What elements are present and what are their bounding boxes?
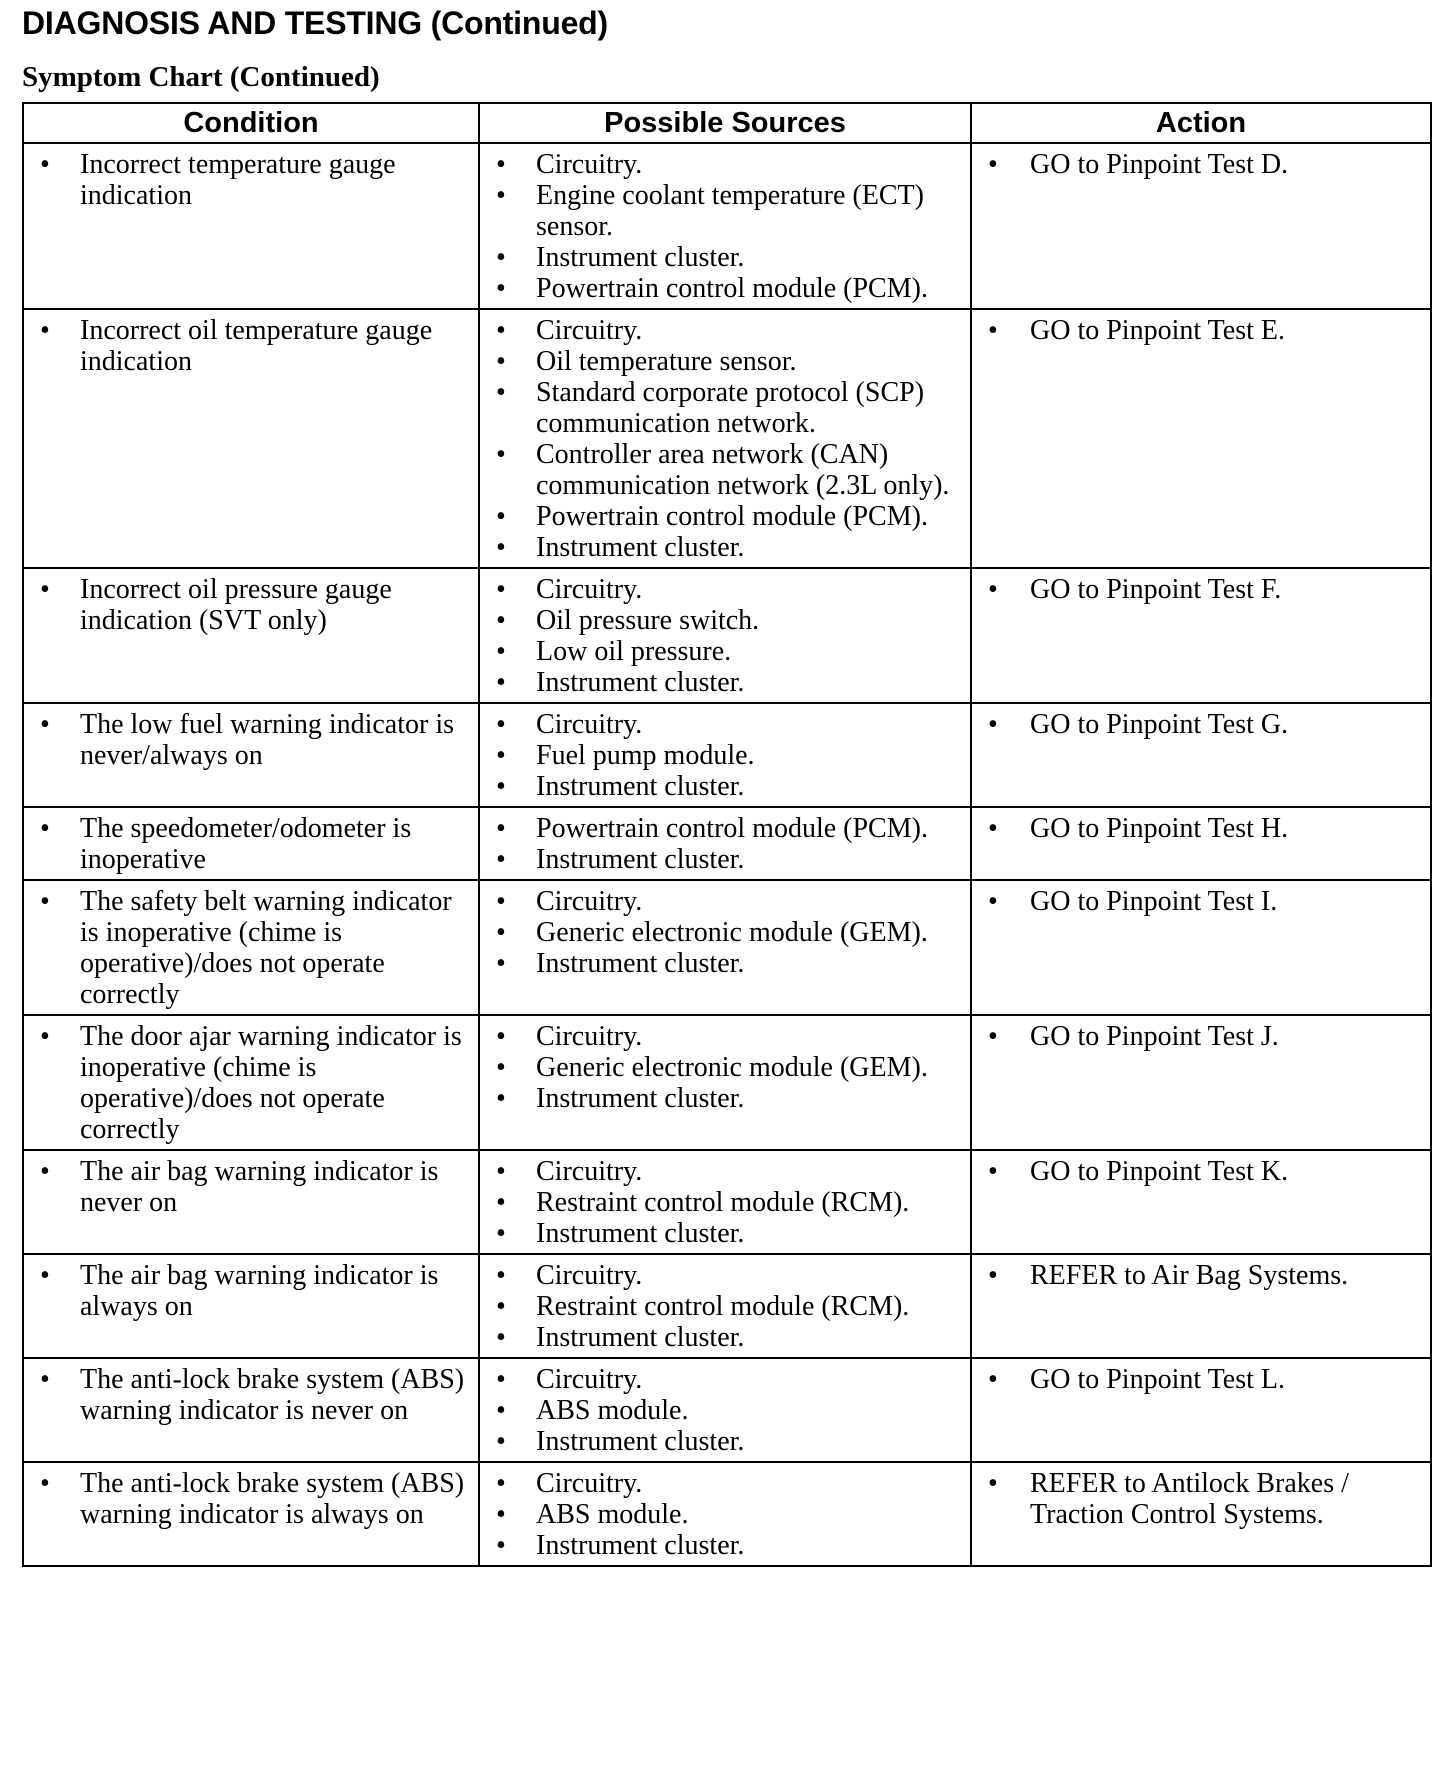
condition-item: • The door ajar warning indicator is inoperative (chime is operative)/does not operate correctly	[30, 1021, 472, 1145]
source-item: • Generic electronic module (GEM).	[486, 1052, 964, 1083]
bullet-list	[978, 813, 1424, 844]
action-cell	[971, 807, 1431, 880]
condition-item: • The speedometer/odometer is inoperative	[30, 813, 472, 875]
action-cell	[971, 568, 1431, 703]
table-header-row	[23, 103, 1431, 143]
column-header-action: Action	[971, 103, 1431, 143]
table-row	[23, 143, 1431, 309]
action-item: • GO to Pinpoint Test L.	[978, 1364, 1424, 1395]
action-cell	[971, 1462, 1431, 1566]
source-item: • Circuitry.	[486, 1156, 964, 1187]
possible-sources-cell	[479, 309, 971, 568]
bullet-list	[486, 574, 964, 698]
source-item: • Circuitry.	[486, 1364, 964, 1395]
possible-sources-cell	[479, 1358, 971, 1462]
source-item: • Oil temperature sensor.	[486, 346, 964, 377]
source-item: • Fuel pump module.	[486, 740, 964, 771]
source-item: • Powertrain control module (PCM).	[486, 813, 964, 844]
condition-cell	[23, 1254, 479, 1358]
table-row	[23, 703, 1431, 807]
bullet-list	[486, 1468, 964, 1561]
bullet-list	[486, 1260, 964, 1353]
bullet-list	[978, 574, 1424, 605]
condition-item: • Incorrect oil temperature gauge indication	[30, 315, 472, 377]
source-item: • Instrument cluster.	[486, 1322, 964, 1353]
column-header-condition: Condition	[23, 103, 479, 143]
bullet-list	[486, 1021, 964, 1114]
source-item: • Low oil pressure.	[486, 636, 964, 667]
bullet-list	[30, 1021, 472, 1145]
bullet-list	[978, 709, 1424, 740]
bullet-list	[978, 1364, 1424, 1395]
bullet-list	[978, 1260, 1424, 1291]
source-item: • ABS module.	[486, 1499, 964, 1530]
table-row	[23, 309, 1431, 568]
bullet-list	[486, 315, 964, 563]
table-row	[23, 880, 1431, 1015]
bullet-list	[30, 813, 472, 875]
bullet-list	[30, 1260, 472, 1322]
action-item: • GO to Pinpoint Test G.	[978, 709, 1424, 740]
possible-sources-cell	[479, 568, 971, 703]
bullet-list	[978, 315, 1424, 346]
source-item: • Instrument cluster.	[486, 1426, 964, 1457]
condition-cell	[23, 1358, 479, 1462]
source-item: • Instrument cluster.	[486, 771, 964, 802]
action-cell	[971, 703, 1431, 807]
bullet-list	[30, 315, 472, 377]
source-item: • Instrument cluster.	[486, 532, 964, 563]
source-item: • Circuitry.	[486, 1021, 964, 1052]
condition-item: • The safety belt warning indicator is inoperative (chime is operative)/does not operate correctly	[30, 886, 472, 1010]
source-item: • Instrument cluster.	[486, 242, 964, 273]
bullet-list	[30, 149, 472, 211]
table-row	[23, 1358, 1431, 1462]
column-header-possible-sources: Possible Sources	[479, 103, 971, 143]
condition-item: • The anti-lock brake system (ABS) warning indicator is never on	[30, 1364, 472, 1426]
bullet-list	[30, 709, 472, 771]
condition-cell	[23, 1015, 479, 1150]
bullet-list	[486, 149, 964, 304]
source-item: • Instrument cluster.	[486, 1218, 964, 1249]
possible-sources-cell	[479, 1254, 971, 1358]
source-item: • Restraint control module (RCM).	[486, 1187, 964, 1218]
bullet-list	[978, 149, 1424, 180]
condition-item: • The low fuel warning indicator is never/always on	[30, 709, 472, 771]
condition-cell	[23, 703, 479, 807]
table-row	[23, 1254, 1431, 1358]
source-item: • Circuitry.	[486, 574, 964, 605]
section-title: Symptom Chart (Continued)	[22, 61, 380, 93]
source-item: • Circuitry.	[486, 1468, 964, 1499]
condition-cell	[23, 807, 479, 880]
bullet-list	[30, 1468, 472, 1530]
action-item: • GO to Pinpoint Test H.	[978, 813, 1424, 844]
source-item: • Oil pressure switch.	[486, 605, 964, 636]
action-item: • GO to Pinpoint Test F.	[978, 574, 1424, 605]
bullet-list	[30, 1364, 472, 1426]
possible-sources-cell	[479, 703, 971, 807]
source-item: • Standard corporate protocol (SCP) communication network.	[486, 377, 964, 439]
bullet-list	[486, 813, 964, 875]
action-cell	[971, 1358, 1431, 1462]
bullet-list	[486, 886, 964, 979]
condition-cell	[23, 143, 479, 309]
source-item: • Powertrain control module (PCM).	[486, 501, 964, 532]
possible-sources-cell	[479, 1150, 971, 1254]
action-item: • REFER to Antilock Brakes / Traction Control Systems.	[978, 1468, 1424, 1530]
condition-cell	[23, 1150, 479, 1254]
bullet-list	[30, 1156, 472, 1218]
action-item: • GO to Pinpoint Test E.	[978, 315, 1424, 346]
possible-sources-cell	[479, 143, 971, 309]
source-item: • Instrument cluster.	[486, 1083, 964, 1114]
table-row	[23, 807, 1431, 880]
bullet-list	[486, 709, 964, 802]
table-row	[23, 1015, 1431, 1150]
condition-item: • The air bag warning indicator is always on	[30, 1260, 472, 1322]
source-item: • Instrument cluster.	[486, 1530, 964, 1561]
bullet-list	[486, 1364, 964, 1457]
condition-item: • Incorrect oil pressure gauge indication (SVT only)	[30, 574, 472, 636]
source-item: • Powertrain control module (PCM).	[486, 273, 964, 304]
bullet-list	[30, 574, 472, 636]
action-cell	[971, 1150, 1431, 1254]
bullet-list	[486, 1156, 964, 1249]
condition-item: • Incorrect temperature gauge indication	[30, 149, 472, 211]
source-item: • Instrument cluster.	[486, 844, 964, 875]
bullet-list	[978, 1156, 1424, 1187]
bullet-list	[978, 1468, 1424, 1530]
action-item: • REFER to Air Bag Systems.	[978, 1260, 1424, 1291]
condition-cell	[23, 1462, 479, 1566]
bullet-list	[978, 1021, 1424, 1052]
possible-sources-cell	[479, 1462, 971, 1566]
action-cell	[971, 1254, 1431, 1358]
table-row	[23, 568, 1431, 703]
source-item: • Circuitry.	[486, 1260, 964, 1291]
page-title: DIAGNOSIS AND TESTING (Continued)	[22, 5, 608, 41]
source-item: • Circuitry.	[486, 315, 964, 346]
source-item: • Circuitry.	[486, 886, 964, 917]
condition-cell	[23, 880, 479, 1015]
action-item: • GO to Pinpoint Test D.	[978, 149, 1424, 180]
condition-cell	[23, 568, 479, 703]
bullet-list	[978, 886, 1424, 917]
possible-sources-cell	[479, 880, 971, 1015]
possible-sources-cell	[479, 807, 971, 880]
source-item: • Instrument cluster.	[486, 948, 964, 979]
condition-cell	[23, 309, 479, 568]
table-body	[23, 143, 1431, 1566]
table-row	[23, 1150, 1431, 1254]
source-item: • Circuitry.	[486, 709, 964, 740]
source-item: • Instrument cluster.	[486, 667, 964, 698]
source-item: • Generic electronic module (GEM).	[486, 917, 964, 948]
condition-item: • The air bag warning indicator is never on	[30, 1156, 472, 1218]
action-cell	[971, 1015, 1431, 1150]
source-item: • Engine coolant temperature (ECT) sensor.	[486, 180, 964, 242]
possible-sources-cell	[479, 1015, 971, 1150]
table-row	[23, 1462, 1431, 1566]
action-item: • GO to Pinpoint Test I.	[978, 886, 1424, 917]
action-item: • GO to Pinpoint Test K.	[978, 1156, 1424, 1187]
condition-item: • The anti-lock brake system (ABS) warning indicator is always on	[30, 1468, 472, 1530]
action-item: • GO to Pinpoint Test J.	[978, 1021, 1424, 1052]
action-cell	[971, 309, 1431, 568]
symptom-chart-table	[22, 102, 1432, 1567]
action-cell	[971, 143, 1431, 309]
bullet-list	[30, 886, 472, 1010]
source-item: • Restraint control module (RCM).	[486, 1291, 964, 1322]
source-item: • Controller area network (CAN) communication network (2.3L only).	[486, 439, 964, 501]
action-cell	[971, 880, 1431, 1015]
source-item: • Circuitry.	[486, 149, 964, 180]
source-item: • ABS module.	[486, 1395, 964, 1426]
